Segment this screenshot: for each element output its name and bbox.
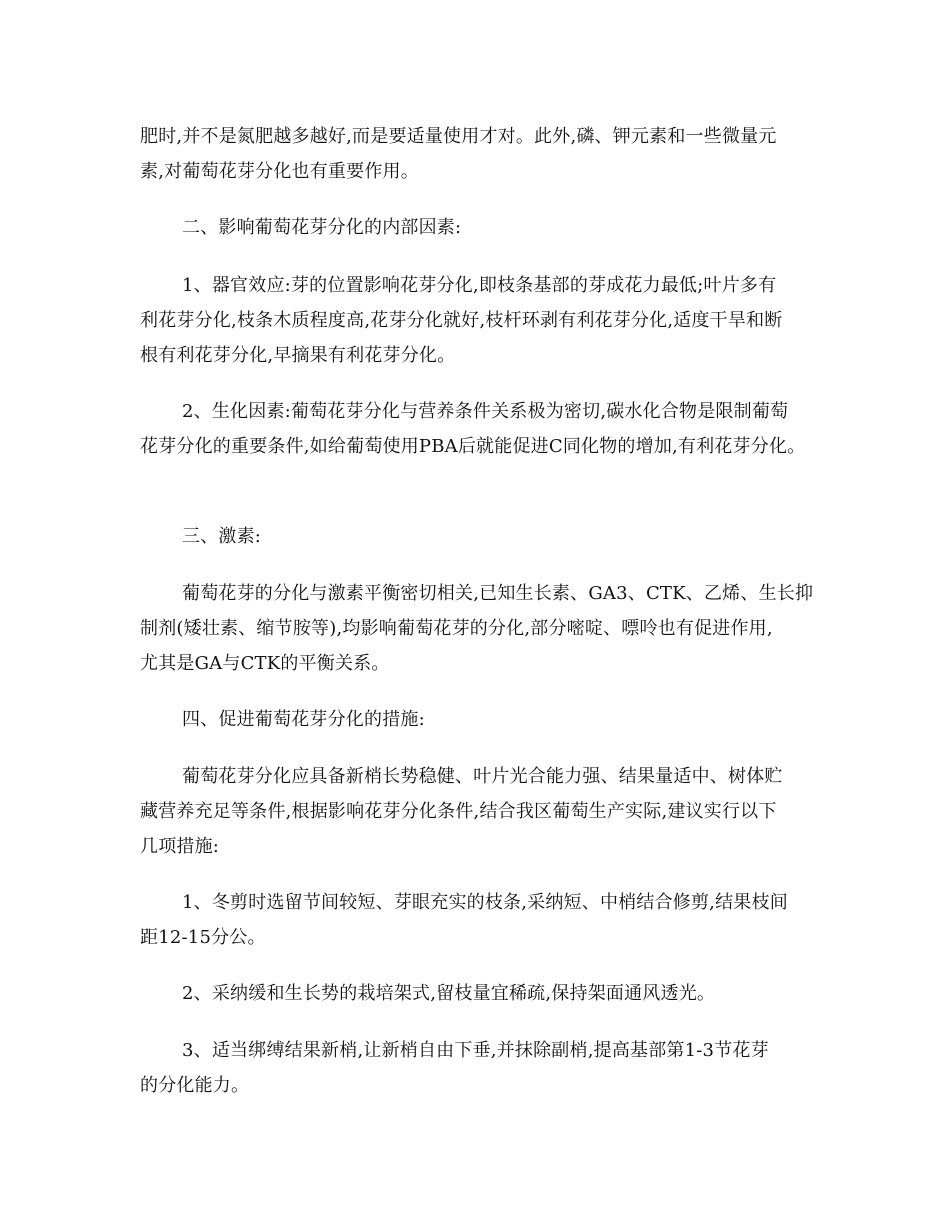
text-line: 花芽分化的重要条件,如给葡萄使用PBA后就能促进C同化物的增加,有利花芽分化。	[140, 436, 806, 457]
paragraph-organ-effect	[140, 268, 830, 373]
text-line: 葡萄花芽分化应具备新梢长势稳健、叶片光合能力强、结果量适中、树体贮	[182, 766, 783, 787]
text-line: 3、适当绑缚结果新梢,让新梢自由下垂,并抹除副梢,提高基部第1-3节花芽	[182, 1040, 769, 1061]
text-line: 2、生化因素:葡萄花芽分化与营养条件关系极为密切,碳水化合物是限制葡萄	[182, 401, 789, 422]
text-line: 的分化能力。	[140, 1075, 250, 1096]
text-line: 1、冬剪时选留节间较短、芽眼充实的枝条,采纳短、中梢结合修剪,结果枝间	[182, 892, 788, 913]
paragraph-measure-3	[140, 1033, 830, 1103]
text-line: 素,对葡萄花芽分化也有重要作用。	[140, 161, 419, 182]
text-line: 1、器官效应:芽的位置影响花芽分化,即枝条基部的芽成花力最低;叶片多有	[182, 275, 777, 296]
text-line: 藏营养充足等条件,根据影响花芽分化条件,结合我区葡萄生产实际,建议实行以下	[140, 801, 777, 822]
heading-text: 二、影响葡萄花芽分化的内部因素:	[182, 217, 462, 238]
paragraph-measure-1	[140, 885, 830, 955]
text-line: 葡萄花芽的分化与激素平衡密切相关,已知生长素、GA3、CTK、乙烯、生长抑	[182, 583, 814, 604]
paragraph-measure-2	[140, 976, 830, 1011]
paragraph-measures-intro	[140, 759, 830, 864]
text-line: 利花芽分化,枝条木质程度高,花芽分化就好,枝杆环剥有利花芽分化,适度干旱和断	[140, 310, 783, 331]
text-line: 根有利花芽分化,早摘果有利花芽分化。	[140, 345, 456, 366]
heading-text: 三、激素:	[182, 526, 262, 547]
section-heading-measures	[140, 702, 830, 737]
text-line: 尤其是GA与CTK的平衡关系。	[140, 653, 390, 674]
paragraph-biochemical-factors	[140, 394, 830, 464]
paragraph-hormones	[140, 576, 830, 681]
text-line: 距12-15分公。	[140, 927, 266, 948]
paragraph-nitrogen-continuation	[140, 119, 830, 189]
section-heading-hormones	[140, 519, 830, 554]
section-heading-internal-factors	[140, 210, 830, 245]
text-line: 几项措施:	[140, 836, 220, 857]
text-line: 肥时,并不是氮肥越多越好,而是要适量使用才对。此外,磷、钾元素和一些微量元	[140, 126, 777, 147]
heading-text: 四、促进葡萄花芽分化的措施:	[182, 709, 425, 730]
text-line: 制剂(矮壮素、缩节胺等),均影响葡萄花芽的分化,部分嘧啶、嘌呤也有促进作用,	[140, 618, 773, 639]
text-line: 2、采纳缓和生长势的栽培架式,留枝量宜稀疏,保持架面通风透光。	[182, 983, 716, 1004]
